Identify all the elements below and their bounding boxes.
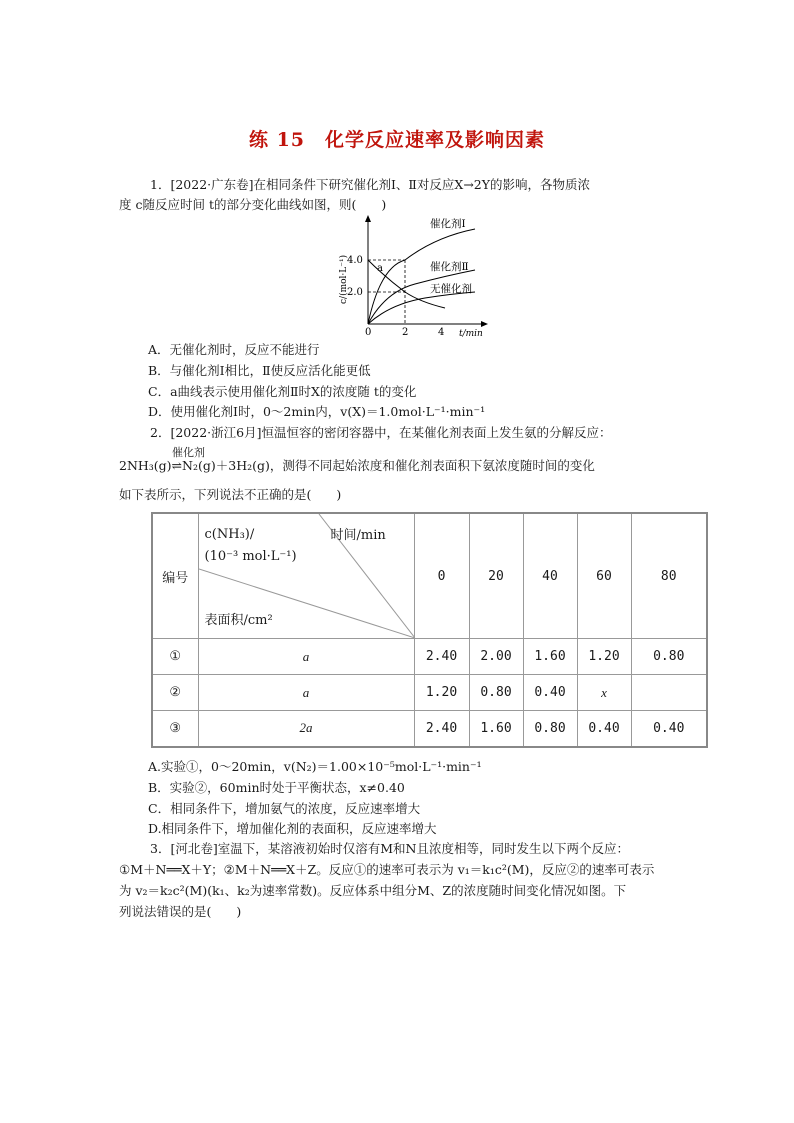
q2-stem-line1: 2．[2022·浙江6月]恒温恒容的密闭容器中，在某催化剂表面上发生氨的分解反应： xyxy=(150,425,612,440)
row-area: a xyxy=(198,639,414,675)
header-time-80: 80 xyxy=(631,513,707,639)
page-title: 练 15 化学反应速率及影响因素 xyxy=(248,129,546,151)
header-time-40: 40 xyxy=(523,513,577,639)
q2-catalyst-label: 催化剂 xyxy=(172,446,205,459)
table-row xyxy=(152,675,707,711)
header-time-0: 0 xyxy=(414,513,469,639)
q3-stem-line1: 3．[河北卷]室温下，某溶液初始时仅溶有M和N且浓度相等，同时发生以下两个反应： xyxy=(150,841,629,856)
label-curve-a: a xyxy=(377,263,383,274)
y-axis-label: c/(mol·L⁻¹) xyxy=(339,254,349,304)
q3-stem-line2: ①M＋N══X＋Y；②M＋N══X＋Z。反应①的速率可表示为 v₁＝k₁c²(M)，反应②的速率可表示 xyxy=(119,862,655,877)
x-tick-0: 0 xyxy=(365,327,372,338)
q2-stem-line2: 2NH₃(g)⇌N₂(g)＋3H₂(g)，测得不同起始浓度和催化剂表面积下氨浓度随时间的变化 xyxy=(119,458,595,473)
header-time: 时间/min xyxy=(330,528,386,543)
table-row xyxy=(152,711,707,747)
x-axis-label: t/min xyxy=(459,329,483,339)
curve-catalyst-1 xyxy=(368,229,475,324)
row-id: ③ xyxy=(152,711,198,747)
q2-option-a: A.实验①，0～20min，v(N₂)＝1.00×10⁻⁵mol·L⁻¹·min⁻¹ xyxy=(148,759,482,774)
cell xyxy=(631,675,707,711)
x-axis-arrow xyxy=(481,321,488,327)
cell: 0.80 xyxy=(523,711,577,747)
ammonia-data-table xyxy=(151,512,708,748)
q1-stem-line1: 1．[2022·广东卷]在相同条件下研究催化剂Ⅰ、Ⅱ对反应X→2Y的影响，各物质浓 xyxy=(150,177,591,192)
q1-option-a: A．无催化剂时，反应不能进行 xyxy=(148,342,320,357)
q1-option-d: D．使用催化剂Ⅰ时，0～2min内，v(X)＝1.0mol·L⁻¹·min⁻¹ xyxy=(148,404,486,419)
q3-stem-line4: 列说法错误的是( ) xyxy=(119,904,242,919)
row-id: ② xyxy=(152,675,198,711)
y-tick-2: 2.0 xyxy=(347,287,363,298)
q3-stem-line3: 为 v₂＝k₂c²(M)(k₁、k₂为速率常数)。反应体系中组分M、Z的浓度随时间变化情况如图。下 xyxy=(119,883,627,898)
cell: 0.40 xyxy=(523,675,577,711)
q2-option-c: C．相同条件下，增加氨气的浓度，反应速率增大 xyxy=(148,801,421,816)
q1-concentration-graph xyxy=(335,212,495,340)
row-area: 2a xyxy=(198,711,414,747)
cell: 1.60 xyxy=(523,639,577,675)
q1-option-c: C．a曲线表示使用催化剂Ⅱ时X的浓度随 t的变化 xyxy=(148,384,417,399)
cell: 1.20 xyxy=(414,675,469,711)
header-time-20: 20 xyxy=(469,513,523,639)
q2-option-b: B．实验②，60min时处于平衡状态，x≠0.40 xyxy=(148,780,405,795)
cell: 2.00 xyxy=(469,639,523,675)
header-diagonal-cell xyxy=(198,513,414,639)
label-no-catalyst: 无催化剂 xyxy=(430,283,472,295)
cell: 0.40 xyxy=(631,711,707,747)
x-tick-2: 2 xyxy=(402,327,409,338)
cell: 1.20 xyxy=(577,639,631,675)
cell: 2.40 xyxy=(414,711,469,747)
header-time-60: 60 xyxy=(577,513,631,639)
header-number: 编号 xyxy=(152,513,198,639)
row-id: ① xyxy=(152,639,198,675)
label-catalyst-2: 催化剂Ⅱ xyxy=(430,261,469,273)
q1-option-b: B．与催化剂Ⅰ相比，Ⅱ使反应活化能更低 xyxy=(148,363,371,378)
q1-stem-line2: 度 c随反应时间 t的部分变化曲线如图，则( ) xyxy=(119,197,387,212)
cell: x xyxy=(577,675,631,711)
header-conc-line1: c(NH₃)/ xyxy=(204,527,255,542)
cell: 0.80 xyxy=(631,639,707,675)
header-area: 表面积/cm² xyxy=(204,613,273,628)
cell: 1.60 xyxy=(469,711,523,747)
label-catalyst-1: 催化剂Ⅰ xyxy=(430,218,466,230)
row-area: a xyxy=(198,675,414,711)
q2-option-d: D.相同条件下，增加催化剂的表面积，反应速率增大 xyxy=(148,821,437,836)
curve-no-catalyst xyxy=(368,292,475,324)
table-row xyxy=(152,639,707,675)
x-tick-4: 4 xyxy=(438,327,445,338)
cell: 2.40 xyxy=(414,639,469,675)
table-header-row xyxy=(152,513,707,639)
cell: 0.80 xyxy=(469,675,523,711)
q2-stem-line3: 如下表所示，下列说法不正确的是( ) xyxy=(119,487,342,502)
header-conc-line2: (10⁻³ mol·L⁻¹) xyxy=(204,549,297,564)
y-axis-arrow xyxy=(365,215,371,222)
cell: 0.40 xyxy=(577,711,631,747)
y-tick-4: 4.0 xyxy=(347,255,363,266)
